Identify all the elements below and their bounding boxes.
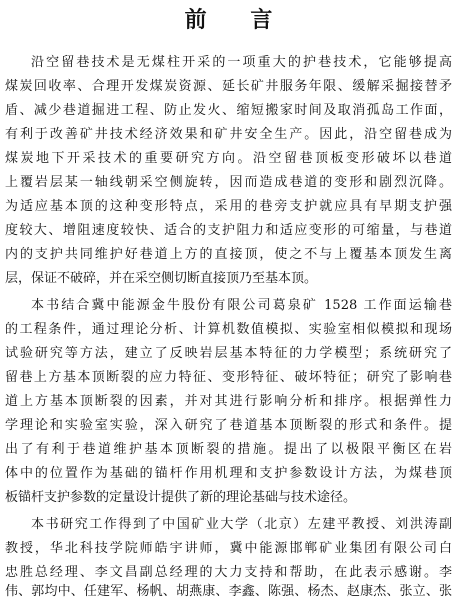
paragraph-line: 体中的位置作为基础的锚杆作用机理和支护参数设计方法，为煤巷顶 — [5, 466, 452, 481]
paragraph-line: 上覆岩层某一轴线朝采空侧旋转，因而造成巷道的变形和剧烈沉降。 — [5, 175, 452, 190]
paragraph-line: 本书研究工作得到了中国矿业大学（北京）左建平教授、刘洪涛副 — [31, 517, 452, 532]
paragraph-line: 层，保证不破碎，并在采空侧切断直接顶乃至基本顶。 — [5, 271, 318, 286]
paragraph-line: 忠胜总经理、李文昌副总经理的大力支持和帮助，在此表示感谢。李 — [5, 565, 452, 580]
paragraph-line: 学理论和实验室实验，深入研究了巷道基本顶断裂的形式和条件。提 — [5, 418, 452, 433]
paragraph-line: 内的支护共同维护好巷道上方的直接顶，使之不与上覆基本顶发生离 — [5, 247, 452, 262]
paragraph-line: 沿空留巷技术是无煤柱开采的一项重大的护巷技术，它能够提高 — [31, 55, 452, 70]
paragraph-line: 盾、减少巷道掘进工程、防止发火、缩短搬家时间及取消孤岛工作面， — [5, 103, 452, 118]
paragraph-line: 试验研究等方法，建立了反映岩层基本特征的力学模型；系统研究了 — [5, 346, 452, 361]
paragraph-line: 留巷上方基本顶断裂的应力特征、变形特征、破坏特征；研究了影响巷 — [5, 370, 452, 385]
paragraph-line: 煤炭回收率、合理开发煤炭资源、延长矿井服务年限、缓解采掘接替矛 — [5, 79, 452, 94]
paragraph-line: 为适应基本顶的这种变形特点，采用的巷旁支护就应具有早期支护强 — [5, 199, 452, 214]
paragraph-line: 出了有利于巷道维护基本顶断裂的措施。提出了以极限平衡区在岩 — [5, 442, 452, 457]
paragraph-line: 伟、郭均中、任建军、杨帆、胡燕康、李鑫、陈强、杨杰、赵康杰、张立、张 — [5, 584, 452, 599]
paragraph-line: 煤炭地下开采技术的重要研究方向。沿空留巷顶板变形破坏以巷道 — [5, 151, 452, 166]
paragraph-line: 本书结合冀中能源金牛股份有限公司葛泉矿 1528 工作面运输巷 — [31, 298, 452, 313]
paragraph-line: 的工程条件，通过理论分析、计算机数值模拟、实验室相似模拟和现场 — [5, 322, 452, 337]
paragraph-line: 度较大、增阻速度较快、适合的支护阻力和适应变形的可缩量，与巷道 — [5, 223, 452, 238]
paragraph-line: 教授，华北科技学院师皓宇讲师，冀中能源邯郸矿业集团有限公司白 — [5, 541, 452, 556]
paragraph-line: 道上方基本顶断裂的因素，并对其进行影响分析和排序。根据弹性力 — [5, 394, 452, 409]
paragraph-line: 有利于改善矿井技术经济效果和矿井安全生产。因此，沿空留巷成为 — [5, 127, 452, 142]
paragraph-line: 板锚杆支护参数的定量设计提供了新的理论基础与技术途径。 — [5, 490, 357, 505]
page-title: 前 言 — [184, 8, 291, 33]
